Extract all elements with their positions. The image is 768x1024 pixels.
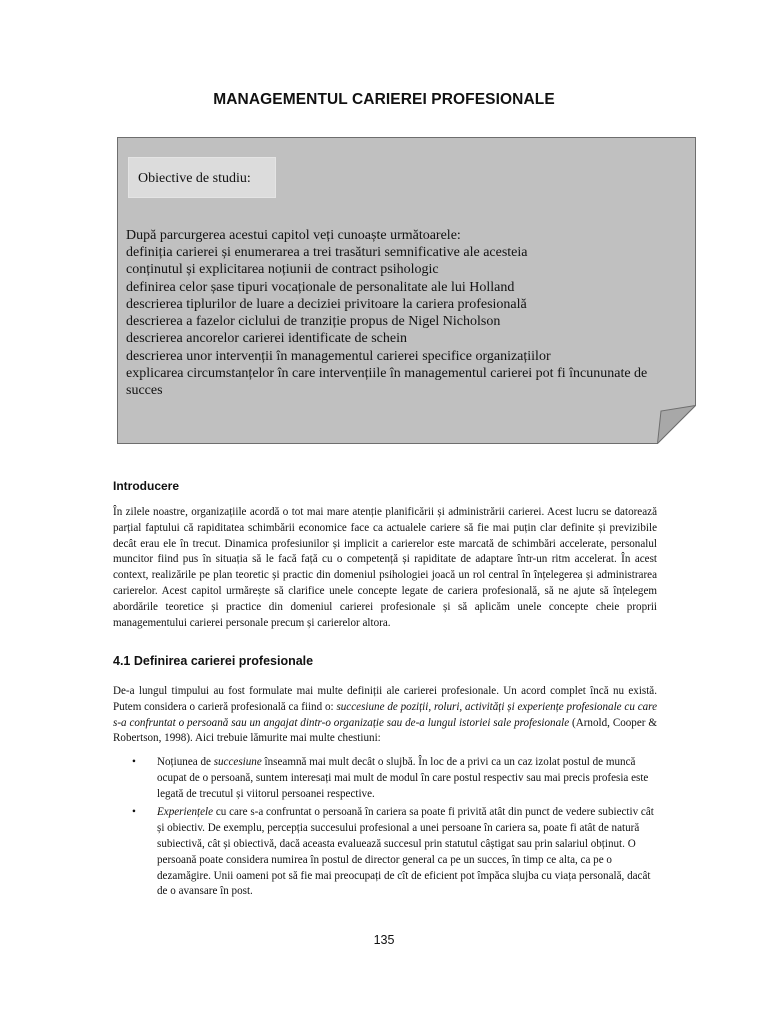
objectives-box <box>117 137 696 444</box>
bullet-item <box>113 805 657 900</box>
bullet-text: cu care s-a confruntat o persoană în cariera sa poate fi privită atât din punct de vedere subiectiv cât și obiectiv. De exemplu, percepția succesului profesional a unei persoane în cariera sa, poate fi atât de natură subiectivă, cât și obiectivă, dacă aceasta evaluează succesul prin statutul câștigat sau prin salariul obținut. O persoană poate considera numirea în postul de director general ca pe un succes, în timp ce alta, ca pe o dezamăgire. Unii oameni pot să fie mai preocupați de cît de eficient pot împăca slujba cu viața personală, dacât de o avansare în post. <box>157 806 654 898</box>
objective-item: definirea celor șase tipuri vocaționale de personalitate ale lui Holland <box>126 279 515 295</box>
objective-item: conținutul și explicitarea noțiunii de contract psihologic <box>126 262 439 278</box>
bullet-icon: • <box>132 806 136 819</box>
objective-item: descrierea a fazelor ciclului de tranziție propus de Nigel Nicholson <box>126 314 501 330</box>
bullet-icon: • <box>132 756 136 768</box>
bullet-text: Noțiunea de <box>157 756 214 768</box>
page-title: MANAGEMENTUL CARIEREI PROFESIONALE <box>213 91 555 108</box>
bullet-list <box>113 755 657 900</box>
objective-item: descrierea tiplurilor de luare a deciziei privitoare la cariera profesională <box>126 296 527 312</box>
bullet-italic-text: succesiune <box>213 756 262 768</box>
bullet-item <box>113 755 657 802</box>
objectives-list <box>126 244 678 400</box>
introducere-paragraph: În zilele noastre, organizațiile acordă o tot mai mare atenție planificării și administrării carierei. Acest lucru se datorează parțial faptului că rapiditatea schimbării economice face ca actualele cariere să fie mai puțin clar definite și previzibile decât erau ele în trecut. Dinamica profesiunilor și implicit a carierelor este marcată de schimbări accelerate, personalul muncitor fiind pus în situația să le facă față cu o competență și rapiditate de adaptare într-un ritm accelerat. În acest context, realizările pe plan teoretic și practic din domeniul psihologiei joacă un rol central în înțelegerea și administrarea carierelor. Acest capitol urmărește să clarifice unele concepte legate de cariera profesională, să ne ajute să înțelegem abordările teoretice și practice din domeniul carierei profesionale și să aplicăm unele concepte cheie proprii managementului carierei personale precum și carierelor altora. <box>113 506 657 629</box>
objective-item: descrierea unor intervenții în managementul carierei specifice organizațiilor <box>126 348 551 364</box>
paragraph-italic-text: succesiune de poziții, roluri, activități și experiențe profesionale cu care s-a confruntat o persoană sau un angajat dintr-o organizație sau de-a lungul istoriei sale profesionale <box>113 700 657 729</box>
bullet-italic-text: Experiențele <box>157 806 214 819</box>
objectives-label: Obiective de studiu: <box>128 157 276 198</box>
introducere-heading: Introducere <box>113 479 180 493</box>
section-4-1-heading: 4.1 Definirea carierei profesionale <box>113 654 314 668</box>
objective-item: descrierea ancorelor carierei identificate de schein <box>126 331 407 347</box>
page-number: 135 <box>373 933 395 947</box>
paragraph-text: De-a lungul timpului au fost formulate mai multe definiții ale carierei profesionale. Un acord complet încă nu există. Putem considera o carieră profesională ca fiind o: <box>113 685 657 713</box>
paragraph-text: (Arnold, Cooper & Robertson, 1998). Aici trebuie lămurite mai multe chestiuni: <box>113 716 657 745</box>
objective-item: explicarea circumstanțelor în care intervențiile în managementul carierei pot fi încununate de succes <box>126 366 648 399</box>
bullet-text: înseamnă mai mult decât o slujbă. În loc de a privi ca un caz izolat postul de muncă ocupat de o persoană, suntem interesați mai mult de modul în care postul respectiv sau mai precis profesia este legată de trecutul și viitorul persoanei respective. <box>157 756 649 800</box>
objective-item: definiția carierei și enumerarea a trei trasături semnificative ale acesteia <box>126 245 528 260</box>
section-4-1-paragraph <box>113 684 657 747</box>
objectives-intro: După parcurgerea acestui capitol veți cunoaște următoarele: <box>126 228 461 243</box>
